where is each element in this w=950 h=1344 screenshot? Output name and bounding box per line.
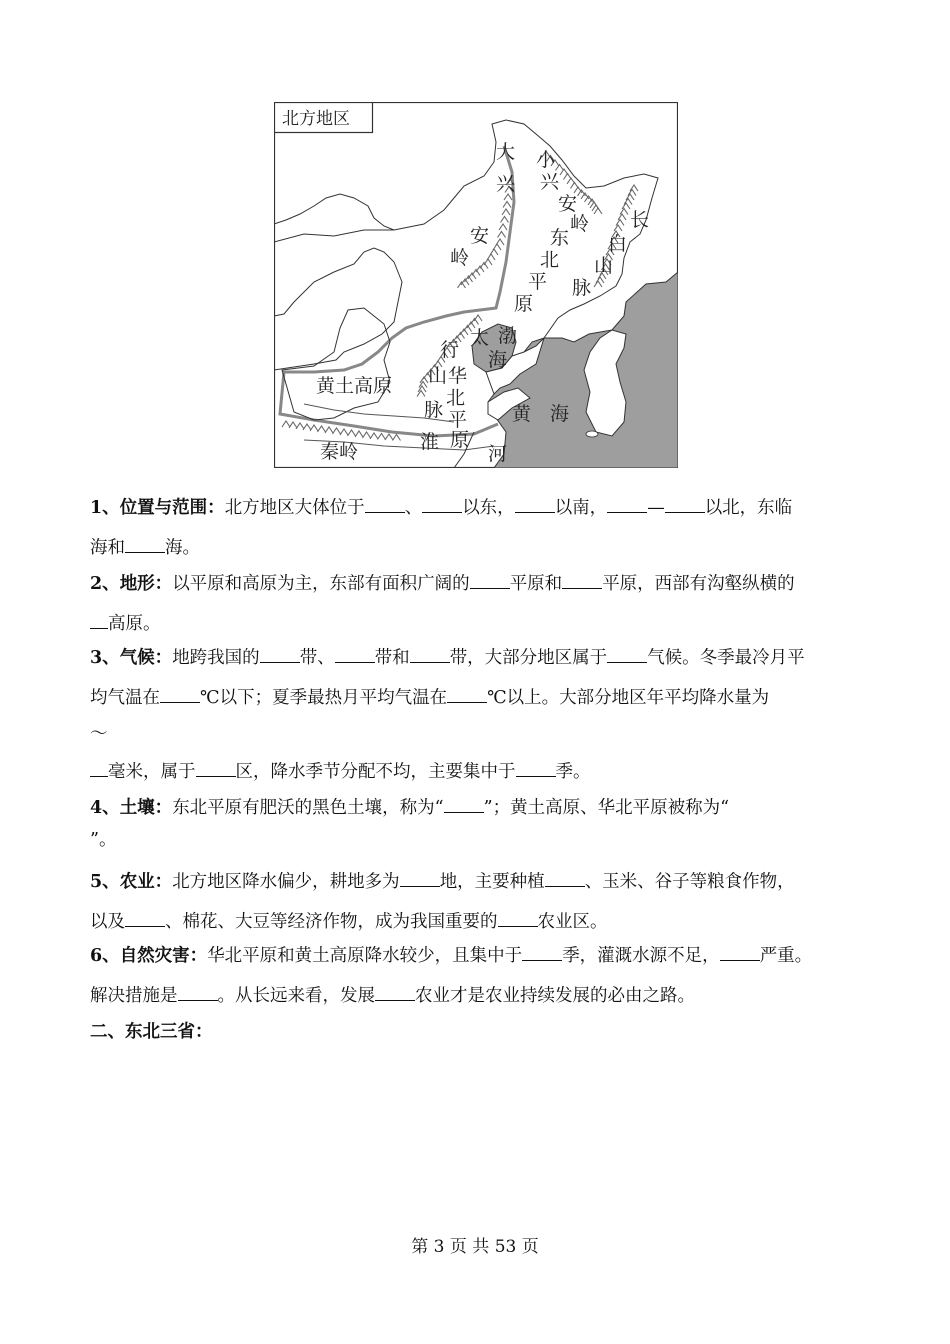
p2-text-b: 平原和 xyxy=(509,574,563,594)
p1-text-f: 以北，东临 xyxy=(704,498,793,518)
p1-blank-5[interactable] xyxy=(665,490,705,513)
p5-blank-3[interactable] xyxy=(125,904,165,927)
p2-blank-1[interactable] xyxy=(470,566,510,589)
label-huang-hai-2: 海 xyxy=(550,403,570,425)
p5-text-a: 北方地区降水偏少，耕地多为 xyxy=(172,872,400,892)
label-hua-bei-2: 北 xyxy=(446,387,466,409)
label-chang-bai-2: 白 xyxy=(608,233,628,255)
p3-blank-2[interactable] xyxy=(335,640,375,663)
p3-text-h: ℃以上。大部分地区年平均降水量为 xyxy=(487,688,770,708)
p3-blank-7[interactable] xyxy=(90,754,108,777)
p6-blank-3[interactable] xyxy=(178,978,218,1001)
p2-text-c: 平原，西部有沟壑纵横的 xyxy=(602,574,795,594)
p3-text-i: ～ xyxy=(90,724,108,744)
paragraph-soil xyxy=(90,790,880,858)
p6-blank-2[interactable] xyxy=(720,938,760,961)
label-dong-bei-2: 北 xyxy=(540,249,560,271)
label-tai-hang-3: 山 xyxy=(428,365,448,387)
p3-text-b: 带、 xyxy=(299,648,335,668)
p1-text-d: 以南， xyxy=(554,498,608,518)
p3-blank-6[interactable] xyxy=(447,680,487,703)
label-loess-plateau: 黄土高原 xyxy=(316,375,393,397)
p2-text-a: 以平原和高原为主，东部有面积广阔的 xyxy=(172,574,470,594)
p6-text-f: 农业才是农业持续发展的必由之路。 xyxy=(415,986,695,1006)
p2-number: 2、 xyxy=(90,574,120,594)
p2-title: 地形： xyxy=(119,574,173,594)
paragraph-agriculture xyxy=(90,864,880,940)
label-da-xing-4: 岭 xyxy=(450,247,470,269)
map-title: 北方地区 xyxy=(282,109,350,129)
p5-text-d: 以及 xyxy=(90,912,125,932)
p6-number: 6、 xyxy=(90,946,120,966)
p3-text-e: 气候。冬季最冷月平 xyxy=(647,648,805,668)
p1-blank-3[interactable] xyxy=(515,490,555,513)
label-chang-bai-3: 山 xyxy=(594,255,614,277)
p3-text-j: 毫米，属于 xyxy=(108,762,196,782)
label-da-xing-2: 兴 xyxy=(496,173,516,195)
p4-blank-1[interactable] xyxy=(444,790,484,813)
p5-blank-4[interactable] xyxy=(498,904,538,927)
label-bo-hai-2: 海 xyxy=(488,349,508,371)
p3-blank-5[interactable] xyxy=(160,680,200,703)
p4-text-b: ”；黄土高原、华北平原被称为“ xyxy=(483,798,730,818)
p3-text-l: 季。 xyxy=(555,762,591,782)
p6-text-a: 华北平原和黄土高原降水较少，且集中于 xyxy=(207,946,523,966)
p6-text-c: 严重。 xyxy=(759,946,813,966)
label-hua-bei-3: 平 xyxy=(448,409,468,431)
p5-text-e: 、棉花、大豆等经济作物，成为我国重要的 xyxy=(165,912,498,932)
label-da-xing-1: 大 xyxy=(496,141,516,163)
label-hua-bei-4: 原 xyxy=(450,429,470,451)
label-dong-bei-3: 平 xyxy=(528,271,548,293)
page-footer: 第 3 页 共 53 页 xyxy=(411,1237,539,1257)
p1-blank-6[interactable] xyxy=(125,530,165,553)
p3-title: 气候： xyxy=(119,648,173,668)
p1-text-e: — xyxy=(647,498,665,518)
p2-blank-2[interactable] xyxy=(562,566,602,589)
p1-blank-2[interactable] xyxy=(422,490,462,513)
label-tai-hang-2: 行 xyxy=(440,339,460,361)
label-xiao-xing-4: 岭 xyxy=(570,213,590,235)
paragraph-location xyxy=(90,490,880,566)
p5-text-b: 地，主要种植 xyxy=(439,872,545,892)
p6-title: 自然灾害： xyxy=(119,946,208,966)
p3-text-f: 均气温在 xyxy=(90,688,160,708)
p4-title: 土壤： xyxy=(119,798,173,818)
p3-blank-1[interactable] xyxy=(260,640,300,663)
p1-blank-1[interactable] xyxy=(365,490,405,513)
p1-text-c: 以东， xyxy=(462,498,515,518)
p3-blank-4[interactable] xyxy=(607,640,647,663)
label-qin-ling: 秦岭 xyxy=(320,441,359,463)
section2-title: 二、东北三省： xyxy=(90,1022,213,1042)
p6-blank-1[interactable] xyxy=(522,938,562,961)
paragraph-climate xyxy=(90,640,880,790)
paragraph-terrain xyxy=(90,566,880,642)
section-heading-northeast xyxy=(90,1014,880,1050)
p5-text-c: 、玉米、谷子等粮食作物， xyxy=(584,872,795,892)
label-chang-bai-1: 长 xyxy=(630,209,650,231)
label-huai-he-1: 淮 xyxy=(420,431,440,453)
p6-blank-4[interactable] xyxy=(375,978,415,1001)
label-xiao-xing-3: 安 xyxy=(558,193,578,215)
p1-text-a: 北方地区大体位于 xyxy=(224,498,365,518)
p4-number: 4、 xyxy=(90,798,120,818)
label-dong-bei-4: 原 xyxy=(514,293,534,315)
north-region-map xyxy=(274,102,678,468)
p5-text-f: 农业区。 xyxy=(537,912,608,932)
label-huai-he-2: 河 xyxy=(488,443,508,465)
p3-text-a: 地跨我国的 xyxy=(172,648,260,668)
p6-text-b: 季，灌溉水源不足， xyxy=(562,946,720,966)
label-bo-hai-1: 渤 xyxy=(498,325,518,347)
p6-text-d: 解决措施是 xyxy=(90,986,178,1006)
p5-blank-1[interactable] xyxy=(400,864,440,887)
p5-blank-2[interactable] xyxy=(545,864,585,887)
label-da-xing-3: 安 xyxy=(470,225,490,247)
p2-blank-3[interactable] xyxy=(90,606,108,629)
p1-title: 位置与范围： xyxy=(119,498,225,518)
p5-title: 农业： xyxy=(119,872,173,892)
label-hua-bei-1: 华 xyxy=(448,365,468,387)
p3-blank-8[interactable] xyxy=(196,754,236,777)
p2-text-d: 高原。 xyxy=(108,614,161,634)
label-tai-hang-4: 脉 xyxy=(424,399,444,421)
p3-blank-3[interactable] xyxy=(410,640,450,663)
p3-text-d: 带，大部分地区属于 xyxy=(449,648,608,668)
label-tai-hang-1: 太 xyxy=(470,327,490,349)
label-chang-bai-4: 脉 xyxy=(572,277,592,299)
p1-number: 1、 xyxy=(90,498,120,518)
p3-number: 3、 xyxy=(90,648,120,668)
label-xiao-xing-2: 兴 xyxy=(540,171,560,193)
p6-text-e: 。从长远来看，发展 xyxy=(217,986,375,1006)
p4-text-a: 东北平原有肥沃的黑色土壤，称为“ xyxy=(172,798,444,818)
paragraph-disasters xyxy=(90,938,880,1014)
label-xiao-xing-1: 小 xyxy=(536,149,556,171)
p1-text-b: 、 xyxy=(404,498,423,518)
island xyxy=(586,431,598,437)
label-huang-hai-1: 黄 xyxy=(512,403,532,425)
p3-text-c: 带和 xyxy=(374,648,410,668)
p1-text-g: 海和 xyxy=(90,538,125,558)
p1-blank-4[interactable] xyxy=(607,490,647,513)
p3-text-k: 区，降水季节分配不均，主要集中于 xyxy=(235,762,516,782)
p4-text-c: ”。 xyxy=(90,830,117,850)
p1-text-h: 海。 xyxy=(165,538,200,558)
p3-text-g: ℃以下；夏季最热月平均气温在 xyxy=(200,688,448,708)
p3-blank-9[interactable] xyxy=(516,754,556,777)
label-dong-bei-1: 东 xyxy=(550,227,570,249)
p5-number: 5、 xyxy=(90,872,120,892)
